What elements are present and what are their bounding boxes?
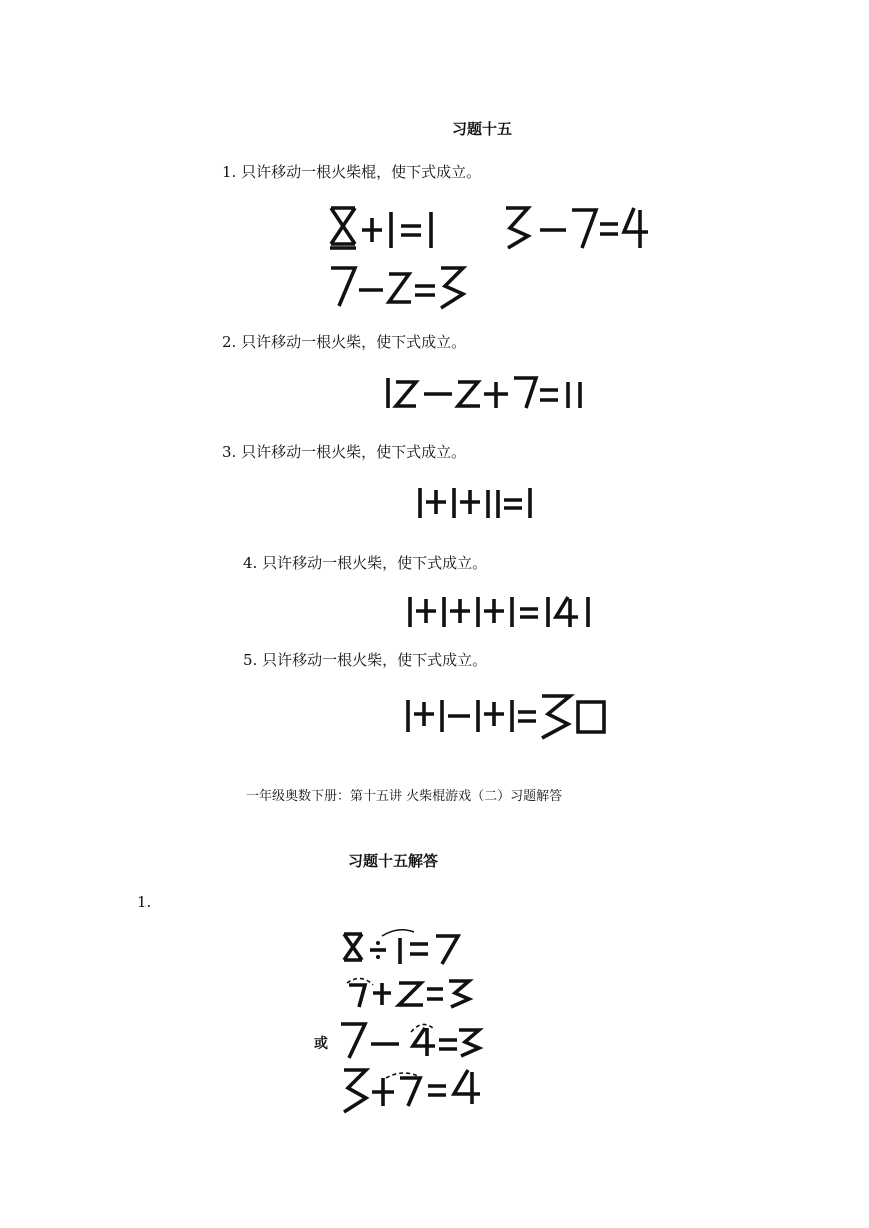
equation-2 [380,374,600,420]
problem-3-text: 3. 只许移动一根火柴，使下式成立。 [222,443,467,461]
or-label: 或 [314,1036,328,1052]
problem-5-text: 5. 只许移动一根火柴，使下式成立。 [243,651,488,669]
answer-equation-3 [333,1016,493,1064]
answers-title: 习题十五解答 [348,852,439,870]
answer-equation-4 [340,1064,500,1120]
answer-equation-2 [343,971,483,1011]
answer-equation-1 [338,924,468,970]
equation-1c [325,262,485,312]
equation-5 [398,690,628,742]
problem-2-text: 2. 只许移动一根火柴，使下式成立。 [222,333,467,351]
problem-4-text: 4. 只许移动一根火柴，使下式成立。 [243,554,488,572]
problem-1-text: 1. 只许移动一根火柴棍，使下式成立。 [222,163,482,181]
equation-4 [400,593,640,637]
equation-3 [410,484,570,528]
equation-1a [325,204,455,254]
section-caption: 一年级奥数下册：第十五讲 火柴棍游戏（二）习题解答 [246,789,563,804]
answer-item-label: 1. [137,893,152,911]
equation-1b [498,204,658,254]
exercise-title: 习题十五 [452,120,513,138]
